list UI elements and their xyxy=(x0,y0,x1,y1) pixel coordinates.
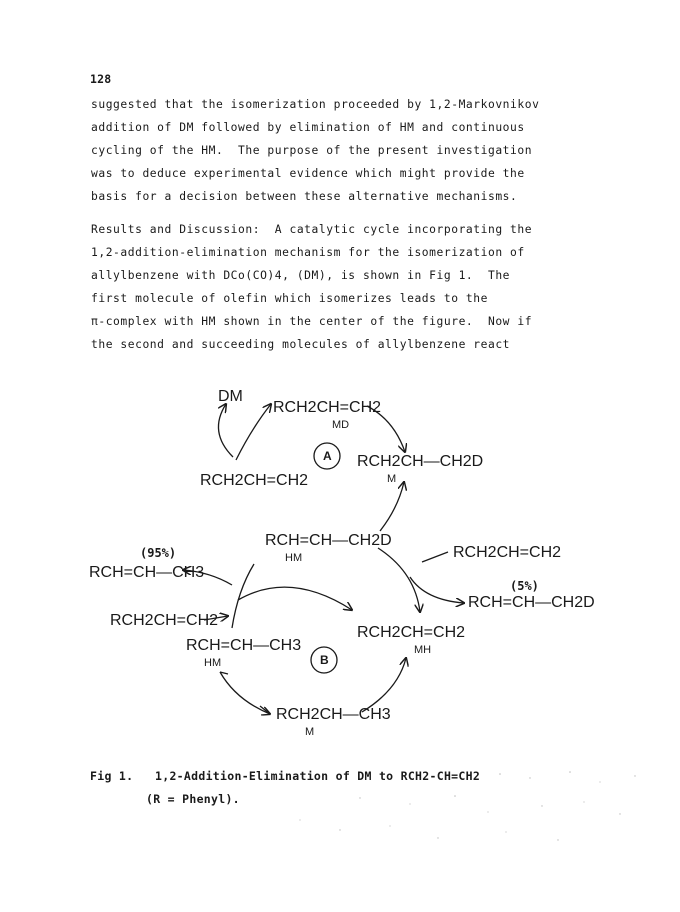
figure-caption-line-2: (R = Phenyl). xyxy=(146,792,240,806)
text-line: cycling of the HM. The purpose of the present investigation xyxy=(91,144,533,157)
cycle-b-label xyxy=(311,647,337,673)
arrow xyxy=(238,587,352,610)
text-line: basis for a decision between these alternative mechanisms. xyxy=(91,190,518,203)
left-branch-yield: (95%) xyxy=(140,546,177,560)
text-line: first molecule of olefin which isomerizes leads to the xyxy=(91,292,488,305)
arrow xyxy=(362,658,406,712)
text-line: Results and Discussion: A catalytic cycle incorporating the xyxy=(91,223,533,236)
center-pi-complex: RCH=CH—CH2D xyxy=(265,532,392,549)
cycle-a-alkyl: RCH2CH—CH2D xyxy=(357,453,484,470)
arrow-tail xyxy=(422,552,448,562)
cycle-a-pi-complex-metal: MD xyxy=(332,419,350,431)
left-branch-product: RCH=CH—CH3 xyxy=(89,564,205,581)
cycle-a-dm: DM xyxy=(218,388,243,405)
arrow xyxy=(380,482,404,531)
figure-caption-line-1: Fig 1. 1,2-Addition-Elimination of DM to RCH2-CH=CH2 xyxy=(90,769,481,783)
text-line: 1,2-addition-elimination mechanism for the isomerization of xyxy=(91,246,525,259)
cycle-a-label xyxy=(314,443,340,469)
cycle-a-olefin: RCH2CH=CH2 xyxy=(200,472,309,489)
left-branch-olefin: RCH2CH=CH2 xyxy=(110,612,219,629)
right-branch-olefin: RCH2CH=CH2 xyxy=(453,544,562,561)
cycle-b-alkyl: RCH2CH—CH3 xyxy=(276,706,391,723)
cycle-b-pi-complex-left-metal: HM xyxy=(204,657,222,669)
text-line: addition of DM followed by elimination of HM and continuous xyxy=(91,121,525,134)
cycle-b-pi-complex-right: RCH2CH=CH2 xyxy=(357,624,466,641)
arrow xyxy=(378,548,420,612)
svg-text:B: B xyxy=(320,653,329,667)
text-line: π-complex with HM shown in the center of the figure. Now if xyxy=(91,315,533,328)
text-line: allylbenzene with DCo(CO)4, (DM), is shown in Fig 1. The xyxy=(91,269,511,282)
text-line: was to deduce experimental evidence which might provide the xyxy=(91,167,525,180)
cycle-a-pi-complex: RCH2CH=CH2 xyxy=(273,399,382,416)
cycle-b-pi-complex-right-metal: MH xyxy=(414,644,432,656)
arrow-tail xyxy=(232,564,254,628)
cycle-b-pi-complex-left: RCH=CH—CH3 xyxy=(186,637,302,654)
arrow xyxy=(218,404,233,457)
page-number: 128 xyxy=(90,72,112,86)
branch-arrows xyxy=(183,548,464,628)
center-pi-complex-metal: HM xyxy=(285,552,303,564)
cycle-b-alkyl-metal: M xyxy=(305,726,315,738)
scan-speckle xyxy=(240,768,680,858)
right-branch-product: RCH=CH—CH2D xyxy=(468,594,595,611)
svg-text:A: A xyxy=(323,449,332,463)
text-line: the second and succeeding molecules of allylbenzene react xyxy=(91,338,511,351)
right-branch-yield: (5%) xyxy=(510,579,539,593)
arrow xyxy=(236,404,271,460)
cycle-a-alkyl-metal: M xyxy=(387,473,397,485)
text-line: suggested that the isomerization proceeded by 1,2-Markovnikov xyxy=(91,98,540,111)
